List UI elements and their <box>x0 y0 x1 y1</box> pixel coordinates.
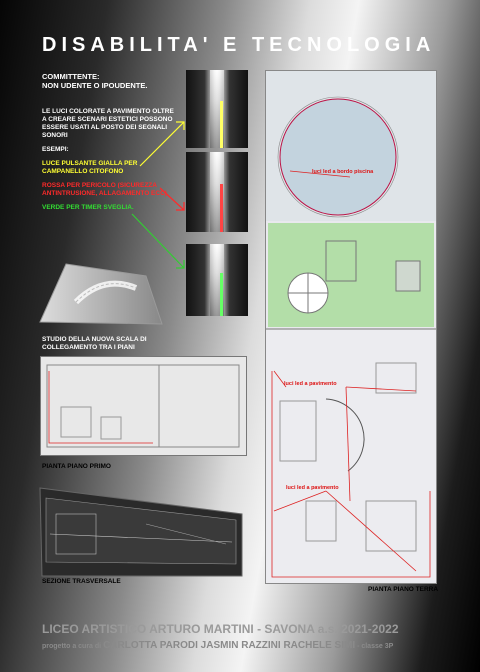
example-yellow-line2: CAMPANELLO CITOFONO <box>42 168 124 175</box>
intro-line2: A CREARE SCENARI ESTETICI POSSONO <box>42 116 173 123</box>
examples-heading: ESEMPI: <box>42 146 69 153</box>
example-green: VERDE PER TIMER SVEGLIA. <box>42 204 134 211</box>
red-arrow <box>160 188 184 210</box>
first-floor-plan <box>40 356 247 456</box>
cross-section-drawing <box>36 484 246 582</box>
intro-line4: SONORI <box>42 132 68 139</box>
example-red-line1: ROSSA PER PERICOLO (SICUREZZA <box>42 182 157 189</box>
floor-led-label-1: luci led a pavimento <box>284 381 337 387</box>
ground-floor-caption: PIANTA PIANO TERRA <box>368 586 439 593</box>
ground-floor-plan <box>265 70 437 584</box>
ground-floor-drawing <box>266 71 436 583</box>
example-red-line2: ANTINTRUSIONE, ALLAGAMENTO ECC) <box>42 190 167 197</box>
credits-authors: CARLOTTA PARODI JASMIN RAZZINI RACHELE SIMI <box>103 640 356 651</box>
floor-led-label-2: luci led a pavimento <box>286 485 339 491</box>
intro-line3: ESSERE USATI AL POSTO DEI SEGNALI <box>42 124 168 131</box>
school-line: LICEO ARTISTICO ARTURO MARTINI - SAVONA a.s. 2021-2022 <box>42 622 399 636</box>
yellow-arrow <box>140 122 184 166</box>
page-title: DISABILITA' E TECNOLOGIA <box>42 34 436 56</box>
stairs-model-photo <box>36 262 166 332</box>
corridor-photo-red <box>186 152 248 232</box>
corridor-photo-green <box>186 244 248 316</box>
stairs-caption <box>42 336 147 352</box>
pool-led-label: luci led a bordo piscina <box>312 169 374 175</box>
credits-class: - classe 3P <box>357 643 394 650</box>
green-arrow <box>132 214 184 268</box>
section-caption: SEZIONE TRASVERSALE <box>42 578 121 585</box>
client-line1: COMMITTENTE: <box>42 72 100 81</box>
corridor-photo-yellow <box>186 70 248 148</box>
client-line2: NON UDENTE O IPOUDENTE. <box>42 81 148 90</box>
credits-prefix: progetto a cura di <box>42 643 102 650</box>
credits-line <box>42 640 393 651</box>
intro-line1: LE LUCI COLORATE A PAVIMENTO OLTRE <box>42 108 174 115</box>
stairs-caption-line1: STUDIO DELLA NUOVA SCALA DI <box>42 336 147 343</box>
first-floor-caption: PIANTA PIANO PRIMO <box>42 463 111 470</box>
example-yellow-line1: LUCE PULSANTE GIALLA PER <box>42 160 138 167</box>
stairs-caption-line2: COLLEGAMENTO TRA I PIANI <box>42 344 135 351</box>
